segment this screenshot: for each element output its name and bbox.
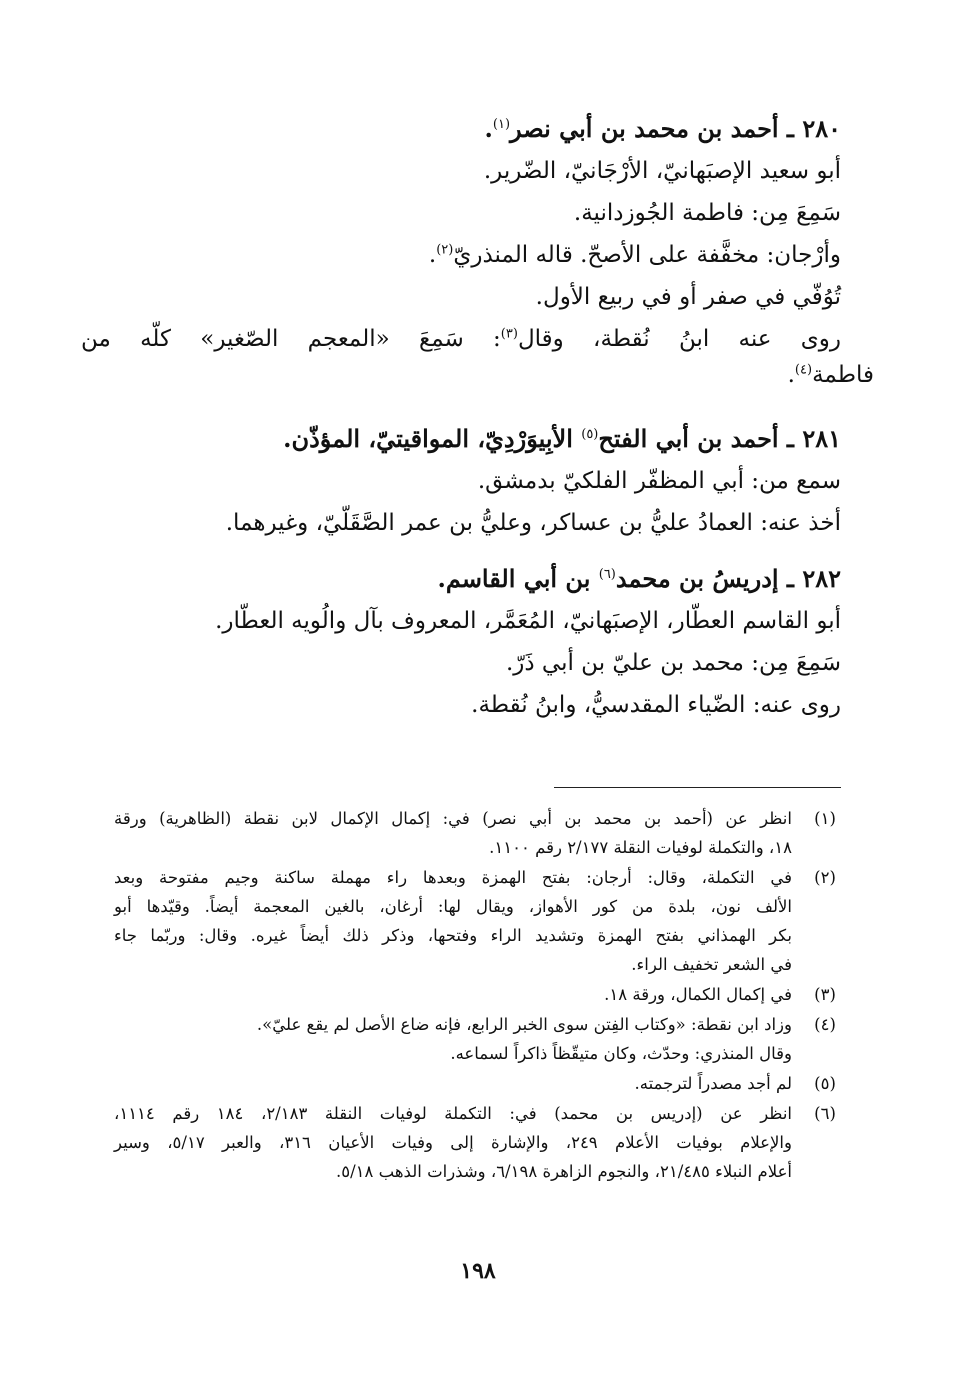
entry-line — [111, 234, 841, 276]
footnote-number: (٥) — [814, 1074, 836, 1093]
footnote-line: الألف نون، بلدة من كور الأهواز، ويقال لها: أرغان، بالغين المعجمة أيضاً. وقيّدها أبو — [114, 897, 792, 916]
footnote-text — [114, 804, 792, 862]
footnote-marker[interactable]: (٤) — [794, 362, 813, 378]
footnote-marker[interactable]: (٣) — [500, 326, 518, 342]
entry-line: سمع من: أبي المظفّر الفلكيّ بدمشق. — [477, 468, 841, 494]
footnote-line: والإعلام بوفيات الأعلام ٢٤٩، والإشارة إلى وفيات الأعيان ٣١٦، والعبر ٥/١٧، وسير — [114, 1133, 792, 1152]
footnote-line: انظر عن (إدريس بن محمد) في: التكملة لوفيات النقلة ٢/١٨٣، ١٨٤ رقم ١١١٤، — [114, 1104, 793, 1123]
entry-heading — [111, 108, 841, 150]
footnote-line: وقال المنذري: وحدّث، وكان متيقّظاً ذاكراً لسماعه. — [450, 1044, 792, 1063]
footnote-text — [114, 1010, 792, 1068]
entry-line: أبو سعيد الإصبَهانيّ، الأرْجَانيّ، الضّرير. — [483, 158, 841, 184]
footnote-marker[interactable]: (٢) — [436, 242, 454, 258]
entry-line: سَمِعَ مِن: محمد بن عليّ بن أبي ذَرّ. — [505, 650, 841, 676]
entry-line: أبو القاسم العطّار، الإصبَهانيّ، المُعَمَّر، المعروف بآل والُويه العطّار. — [215, 608, 841, 634]
footnote-number: (٢) — [814, 868, 836, 887]
entry-line: سَمِعَ مِن: فاطمة الجُوزدانية. — [573, 200, 841, 226]
footnote-1 — [114, 804, 844, 862]
heading-text: ٢٨١ ـ أحمد بن أبي الفتح — [598, 424, 841, 453]
footnote-line: لم أجد مصدراً لترجمته. — [634, 1074, 792, 1093]
entry-heading — [111, 418, 841, 460]
entry-line: تُوُفّي في صفر أو في ربيع الأول. — [535, 284, 841, 310]
footnote-marker[interactable]: (٥) — [581, 427, 599, 442]
footnote-line: في إكمال الكمال، ورقة ١٨. — [604, 985, 792, 1004]
biography-entry-281 — [111, 418, 841, 544]
footnote-number: (٣) — [814, 985, 836, 1004]
footnote-line: ١٨، والتكملة لوفيات النقلة ٢/١٧٧ رقم ١١٠٠. — [489, 838, 792, 857]
entry-line-tail: . — [787, 362, 795, 388]
footnote-3 — [114, 980, 844, 1009]
biography-entry-280 — [81, 108, 874, 396]
heading-tail: الأبِيوَرْدِيّ، المواقيتيّ، المؤذّن. — [283, 424, 573, 453]
footnote-text — [114, 980, 792, 1009]
footnote-line: أعلام النبلاء ٢١/٤٨٥، والنجوم الزاهرة ٦/١٩٨، وشذرات الذهب ٥/١٨. — [336, 1162, 792, 1181]
footnote-line: وزاد ابن نقطة: «وكتاب الفِتن سوى الخبر الرابع، فإنه ضاع الأصل لم يقع عليّ». — [256, 1015, 792, 1034]
footnote-line: بكر الهمذاني بفتح الهمزة وتشديد الراء وفتحها، وذكر ذلك أيضاً غيره. وقال: وربّما جاء — [114, 926, 792, 945]
footnote-6 — [114, 1099, 844, 1186]
footnote-text — [114, 863, 792, 979]
footnote-text — [114, 1099, 792, 1186]
footnote-2 — [114, 863, 844, 979]
footnote-number: (٦) — [814, 1104, 836, 1123]
heading-tail: بن أبي القاسم. — [437, 564, 591, 593]
footnote-line: في الشعر تخفيف الراء. — [631, 955, 792, 974]
footnote-number: (٤) — [814, 1015, 836, 1034]
heading-text: ٢٨٢ ـ إدريسُ بن محمد — [615, 564, 841, 593]
entry-line-tail: : سَمِعَ «المعجم الصّغير» كلّه من — [81, 326, 501, 352]
entry-line-text: وأرْجان: مخفَّفة على الأصحّ. قاله المنذريّ — [453, 242, 841, 268]
entry-line: أخذ عنه: العمادُ عليُّ بن عساكر، وعليُّ بن عمر الصَّقَلّيّ، وغيرهما. — [225, 510, 841, 536]
entry-line-text: فاطمة — [812, 362, 874, 388]
entry-line-text: روى عنه ابنُ نُقطة، وقال — [517, 326, 842, 352]
footnotes — [114, 804, 844, 1187]
footnote-separator — [554, 787, 841, 788]
biography-entry-282 — [111, 558, 841, 726]
footnote-line: انظر عن (أحمد بن محمد بن أبي نصر) في: إكمال الإكمال لابن نقطة (الظاهرية) ورقة — [114, 809, 792, 828]
heading-text: ٢٨٠ ـ أحمد بن محمد بن أبي نصر — [510, 114, 841, 143]
footnote-number: (١) — [814, 809, 836, 828]
footnote-text — [114, 1069, 792, 1098]
entry-line-tail: . — [428, 242, 437, 268]
page-number: ١٩٨ — [460, 1258, 496, 1284]
entry-line — [111, 354, 874, 396]
footnote-marker[interactable]: (١) — [492, 117, 511, 132]
entry-line — [81, 318, 841, 360]
entry-heading — [111, 558, 841, 600]
entry-line: روى عنه: الضّياء المقدسيُّ، وابنُ نُقطة. — [471, 692, 841, 718]
footnote-marker[interactable]: (٦) — [598, 567, 616, 582]
footnote-line: في التكملة، وقال: أرجان: بفتح الهمزة وبعدها راء مهملة ساكنة وجيم مفتوحة وبعد — [114, 868, 792, 887]
footnote-5 — [114, 1069, 844, 1098]
heading-tail: . — [484, 114, 493, 143]
footnote-4 — [114, 1010, 844, 1068]
main-text — [81, 108, 874, 740]
